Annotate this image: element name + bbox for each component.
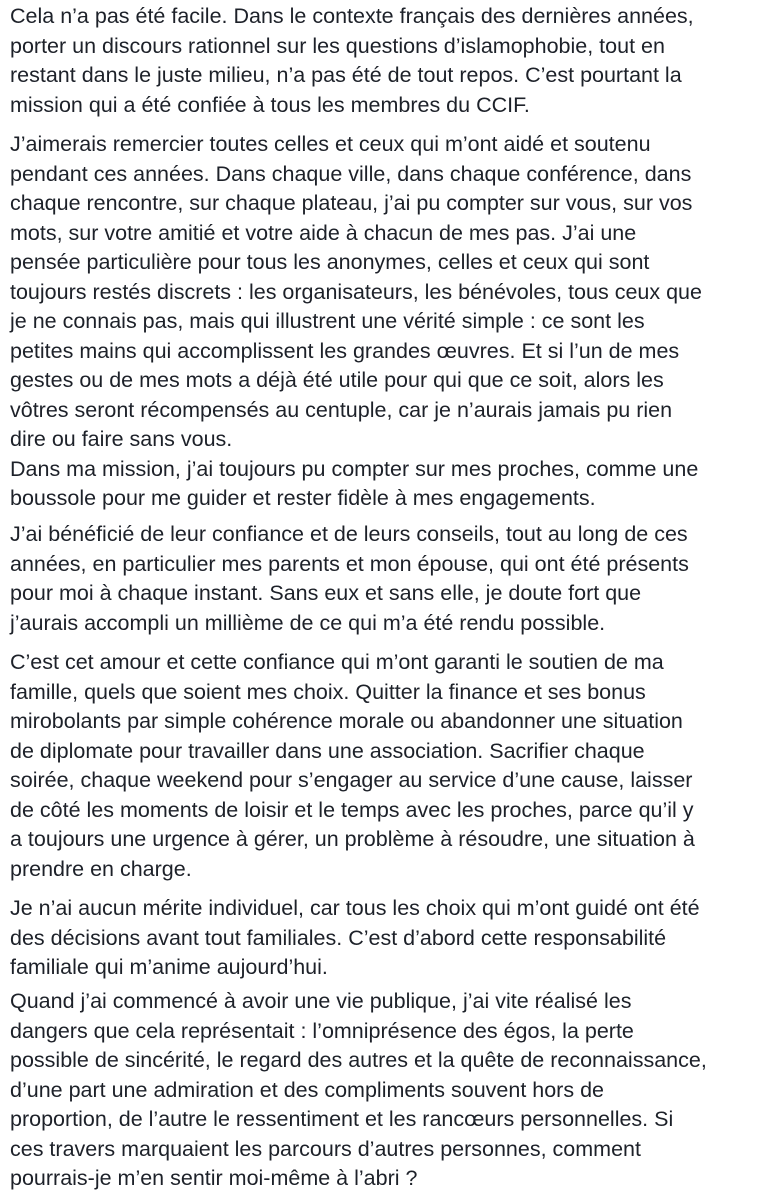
paragraph-line: pourrais-je m’en sentir moi-même à l’abri ? — [10, 1166, 418, 1190]
paragraph-line: ces travers marquaient les parcours d’autres personnes, comment — [10, 1136, 641, 1161]
paragraph-line: chaque rencontre, sur chaque plateau, j’ai pu compter sur vous, sur vos — [10, 191, 693, 215]
paragraph-line: gestes ou de mes mots a déjà été utile pour qui que ce soit, alors les — [10, 368, 664, 392]
paragraph-line: vôtres seront récompensés au centuple, car je n’aurais jamais pu rien — [10, 397, 673, 422]
paragraph-line: dire ou faire sans vous. — [10, 427, 233, 451]
paragraph-line: pensée particulière pour tous les anonymes, celles et ceux qui sont — [10, 250, 650, 274]
paragraph-line: j’aurais accompli un millième de ce qui m’a été rendu possible. — [10, 610, 606, 635]
paragraph-line: J’aimerais remercier toutes celles et ceux qui m’ont aidé et soutenu — [10, 132, 651, 156]
paragraph-line: pendant ces années. Dans chaque ville, dans chaque conférence, dans — [10, 161, 692, 186]
paragraph-line: de côté les moments de loisir et le temps avec les proches, parce qu’il y — [10, 797, 694, 822]
paragraph-line: mission qui a été confiée à tous les membres du CCIF. — [10, 92, 530, 117]
paragraph-line: C’est cet amour et cette confiance qui m’ont garanti le soutien de ma — [10, 650, 664, 674]
paragraph-5 — [10, 894, 750, 983]
paragraph-line: soirée, chaque weekend pour s’engager au service d’une cause, laisser — [10, 768, 693, 792]
paragraph-line: a toujours une urgence à gérer, un problème à résoudre, une situation à — [10, 827, 695, 851]
paragraph-1 — [10, 2, 750, 120]
paragraph-2 — [10, 130, 750, 514]
paragraph-line: années, en particulier mes parents et mon épouse, qui ont été présents — [10, 551, 689, 576]
paragraph-line: possible de sincérité, le regard des autres et la quête de reconnaissance, — [10, 1048, 707, 1072]
paragraph-line: d’une part une admiration et des compliments souvent hors de — [10, 1077, 604, 1102]
paragraph-line: des décisions avant tout familiales. C’est d’abord cette responsabilité — [10, 925, 667, 950]
paragraph-line: petites mains qui accomplissent les grandes œuvres. Et si l’un de mes — [10, 338, 680, 363]
paragraph-line: proportion, de l’autre le ressentiment et les rancœurs personnelles. Si — [10, 1107, 674, 1131]
paragraph-line: pour moi à chaque instant. Sans eux et sans elle, je doute fort que — [10, 581, 642, 605]
paragraph-line: familiale qui m’anime aujourd’hui. — [10, 955, 328, 979]
paragraph-line: mots, sur votre amitié et votre aide à chacun de mes pas. J’ai une — [10, 220, 637, 245]
paragraph-line: famille, quels que soient mes choix. Quitter la finance et ses bonus — [10, 679, 646, 704]
paragraph-line: porter un discours rationnel sur les questions d’islamophobie, tout en — [10, 33, 665, 58]
paragraph-line: Quand j’ai commencé à avoir une vie publique, j’ai vite réalisé les — [10, 989, 632, 1013]
paragraph-line: prendre en charge. — [10, 856, 192, 881]
paragraph-line: mirobolants par simple cohérence morale ou abandonner une situation — [10, 709, 683, 733]
paragraph-line: de diplomate pour travailler dans une association. Sacrifier chaque — [10, 738, 645, 763]
paragraph-3 — [10, 520, 750, 638]
paragraph-line: Cela n’a pas été facile. Dans le contexte français des dernières années, — [10, 4, 694, 28]
paragraph-line: toujours restés discrets : les organisateurs, les bénévoles, tous ceux que — [10, 279, 702, 304]
paragraph-line: J’ai bénéficié de leur confiance et de leurs conseils, tout au long de ces — [10, 522, 688, 546]
paragraph-line: restant dans le juste milieu, n’a pas été de tout repos. C’est pourtant la — [10, 63, 682, 87]
paragraph-line: Dans ma mission, j’ai toujours pu compter sur mes proches, comme une — [10, 456, 699, 481]
paragraph-line: boussole pour me guider et rester fidèle à mes engagements. — [10, 486, 596, 510]
paragraph-line: Je n’ai aucun mérite individuel, car tous les choix qui m’ont guidé ont été — [10, 896, 700, 920]
paragraph-4 — [10, 648, 750, 884]
paragraph-line: dangers que cela représentait : l’omniprésence des égos, la perte — [10, 1018, 634, 1043]
paragraph-6 — [10, 987, 750, 1194]
paragraph-line: je ne connais pas, mais qui illustrent une vérité simple : ce sont les — [10, 309, 645, 333]
